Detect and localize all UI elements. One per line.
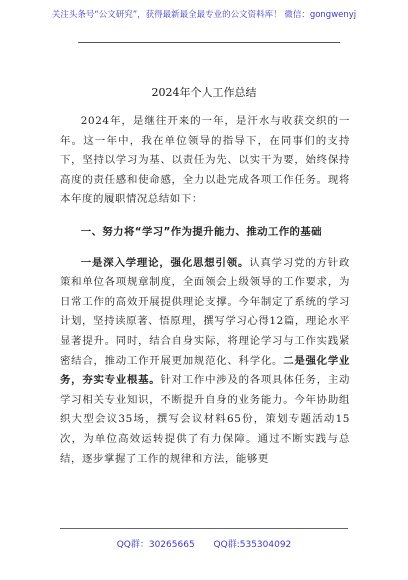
paragraph-1-lead: 一是深入学理论，强化思想引领。 <box>80 256 250 269</box>
document-title: 2024年个人工作总结 <box>151 86 257 99</box>
section-heading-1: 一、努力将“学习”作为提升能力、推动工作的基础 <box>80 225 322 238</box>
paragraph-1 <box>60 254 350 470</box>
footer-qq-group-1: QQ群：30265665 <box>116 540 195 550</box>
intro-paragraph: 2024年，是继往开来的一年，是汗水与收获交织的一年。这一年中，我在单位领导的指导下，在同事们的支持下，坚持以学习为基、以责任为先、以实干为要，始终保持高度的责任感和使命感，全力以赴完成各项工作任务。现将本年度的履职情况总结如下： <box>60 115 350 206</box>
footer-divider <box>60 528 348 529</box>
header-divider <box>78 42 340 43</box>
document-body <box>60 112 350 469</box>
header-banner: 关注头条号“公文研究”，获得最新最全最专业的公文资料库！ 微信：gongwenyj <box>51 10 357 20</box>
paragraph-2-text: 针对工作中涉及的各项具体任务，主动学习相关专业知识，不断提升自身的业务能力。今年协助组织大型会议35场，撰写会议材料65份，策划专题活动15次，为单位高效运转提供了有力保障。通过不断实践与总结，逐步掌握了工作的规律和方法，能够更 <box>60 374 351 465</box>
footer-qq-group-2: QQ群:535304092 <box>213 540 292 550</box>
paragraph-1-text: 认真学习党的方针政策和单位各项规章制度，全面领会上级领导的工作要求，为日常工作的高效开展提供理论支撑。今年制定了系统的学习计划，坚持读原著、悟原理，撰写学习心得12篇，理论水平显著提升。同时，结合自身实际，将理论学习与工作实践紧密结合，推动工作开展更加规范化、科学化。 <box>60 256 351 367</box>
paragraph-2-lead: 二是强化学业务，夯实专业根基。 <box>60 354 350 387</box>
footer <box>0 537 408 550</box>
